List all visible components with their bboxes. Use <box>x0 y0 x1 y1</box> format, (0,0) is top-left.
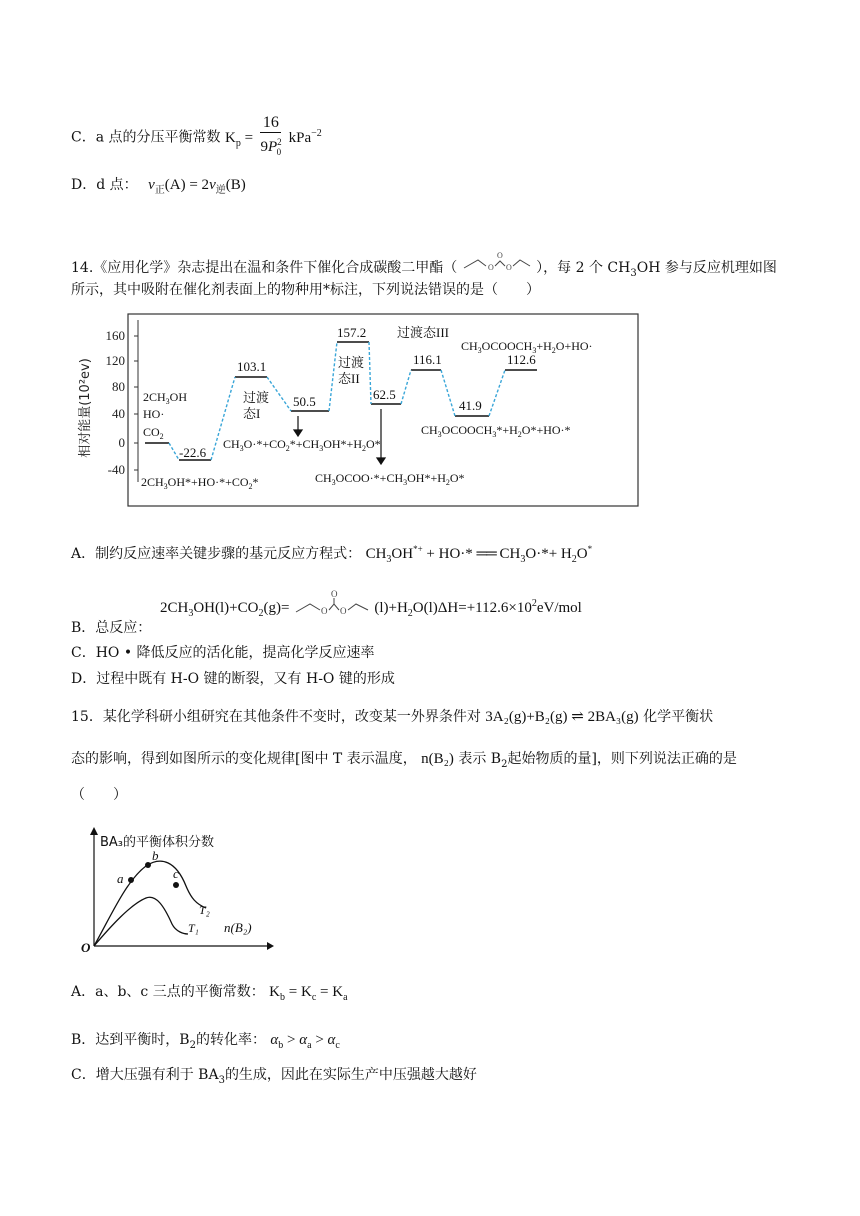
svg-text:c: c <box>173 866 179 881</box>
conversion-relation: $\alpha_b > \alpha_a > \alpha_c$ <box>270 1032 340 1051</box>
svg-text:CH3OCOOCH3*+H2O*+HO·*: $CH_3OCOOCH_3*+H_2O*+HO\cdot*$ <box>421 423 571 439</box>
svg-text:80: 80 <box>112 379 125 394</box>
q14-line1: 14.《应用化学》杂志提出在温和条件下催化合成碳酸二甲酯（ O O O ），每 2 个 $CH_3OH$ 参与反应机理如图 <box>71 251 777 279</box>
svg-text:62.5: 62.5 <box>373 387 396 402</box>
svg-text:103.1: 103.1 <box>237 359 267 374</box>
rate-equation: $v_正(A) = 2v_逆(B)$ <box>148 177 246 196</box>
svg-text:a: a <box>117 871 124 886</box>
curve-t1 <box>94 897 188 946</box>
svg-text:HO·: HO· <box>143 407 165 421</box>
y-axis-label: 相对能量(10²ev) <box>78 358 93 458</box>
q14-line2: 所示，其中吸附在催化剂表面上的物种用*标注，下列说法错误的是（ ） <box>71 282 540 298</box>
q15-option-a: A．a、b、c 三点的平衡常数： $K_b = K_c = K_a$ <box>71 984 348 1003</box>
svg-text:41.9: 41.9 <box>459 398 482 413</box>
equilibrium-volume-fraction-graph <box>76 826 276 956</box>
dimethyl-carbonate-structure-icon <box>294 590 370 622</box>
svg-text:态II: 态II <box>338 371 360 386</box>
svg-text:O: O <box>487 263 494 272</box>
option-c-q13 <box>71 114 322 161</box>
svg-text:160: 160 <box>105 328 125 343</box>
point-b <box>145 862 151 868</box>
kp-symbol: $K_p$ = <box>224 129 254 149</box>
svg-text:157.2: 157.2 <box>337 325 367 340</box>
point-c <box>173 882 179 888</box>
q15-option-b: B．达到平衡时，$B_2$的转化率： $\alpha_b > \alpha_a > \alpha_c$ <box>71 1032 340 1051</box>
svg-text:CH3OCOO·*+CH3OH*+H2O*: $CH_3OCOO\cdot*+CH_3OH*+H_2O*$ <box>315 471 465 487</box>
q14-option-c: C．HO • 降低反应的活化能，提高化学反应速率 <box>71 645 375 661</box>
svg-text:O: O <box>496 251 503 260</box>
svg-text:O: O <box>320 606 328 616</box>
svg-text:T₁: T₁ <box>188 921 199 935</box>
svg-text:态I: 态I <box>243 406 261 421</box>
kp-fraction: $\frac{16}{9P^2_0}$ <box>260 114 282 157</box>
svg-text:116.1: 116.1 <box>413 352 442 367</box>
svg-text:O: O <box>339 606 347 616</box>
svg-text:-22.6: -22.6 <box>179 445 207 460</box>
q14-option-b: B．总反应： <box>71 620 152 636</box>
svg-text:过渡: 过渡 <box>243 390 270 405</box>
svg-text:O: O <box>505 263 512 272</box>
q14-option-d: D．过程中既有 H-O 键的断裂，又有 H-O 键的形成 <box>71 671 395 687</box>
q15-line1: 15．某化学科研小组研究在其他条件不变时，改变某一外界条件对 3A₂(g)+B₂(g) ⇌ 2BA₃(g) 化学平衡状 <box>71 709 714 725</box>
graph-title: BA₃的平衡体积分数 <box>100 835 215 850</box>
svg-text:2CH3OH*+HO·*+CO2*: $2CH_3OH*+HO\cdot*+CO_2*$ <box>141 475 259 491</box>
svg-text:O: O <box>330 590 338 599</box>
kp-unit: kPa$^{-2}$ <box>288 127 322 146</box>
q14-total-reaction: $2CH_3OH(l)+CO_2(g)=$ O O O $(l)+H_2O(l)\Delta H=+112.6\times 10^2eV$/mol <box>160 590 582 624</box>
svg-text:过渡态III: 过渡态III <box>397 325 449 340</box>
energy-profile-diagram <box>71 312 651 512</box>
option-c-text: C．a 点的分压平衡常数 <box>71 129 221 146</box>
q15-line3: （ ） <box>71 787 127 803</box>
svg-text:2CH3OH: $2CH_3OH$ <box>143 390 188 406</box>
option-d-q13: D．d 点： $v_正(A) = 2v_逆(B)$ <box>71 177 246 196</box>
svg-text:120: 120 <box>105 353 125 368</box>
svg-text:-40: -40 <box>107 462 125 477</box>
svg-text:0: 0 <box>118 435 125 450</box>
svg-text:CO2: $CO_2$ <box>143 425 164 441</box>
q14-option-a: A．制约反应速率关键步骤的基元反应方程式： $CH_3OH^{*+} + HO\cdot*$ ══ $CH_3O\cdot*+ H_2O^*$ <box>71 544 593 565</box>
svg-text:过渡: 过渡 <box>338 355 365 370</box>
point-a <box>128 877 134 883</box>
dimethyl-carbonate-structure-icon <box>462 250 532 280</box>
svg-text:O: O <box>81 940 91 955</box>
svg-text:40: 40 <box>112 406 125 421</box>
svg-text:112.6: 112.6 <box>507 352 536 367</box>
svg-text:T₂: T₂ <box>199 903 210 917</box>
q15-line2: 态的影响，得到如图所示的变化规律[图中 T 表示温度， n(B₂) 表示 $B_2$起始物质的量]，则下列说法正确的是 <box>71 751 737 770</box>
svg-text:50.5: 50.5 <box>293 394 316 409</box>
q15-option-c: C．增大压强有利于 $BA_3$的生成，因此在实际生产中压强越大越好 <box>71 1067 477 1086</box>
svg-text:n(B₂): n(B₂) <box>224 920 252 935</box>
svg-text:CH3OCOOCH3+H2O+HO·: $CH_3OCOOCH_3+H_2O+HO\cdot$ <box>461 339 593 355</box>
equilibrium-constant-relation: $K_b = K_c = K_a$ <box>269 984 348 1003</box>
svg-text:b: b <box>152 848 159 863</box>
svg-text:CH3O·*+CO2*+CH3OH*+H2O*: $CH_3O\cdot*+CO_2*+CH_3OH*+H_2O*$ <box>223 437 381 453</box>
